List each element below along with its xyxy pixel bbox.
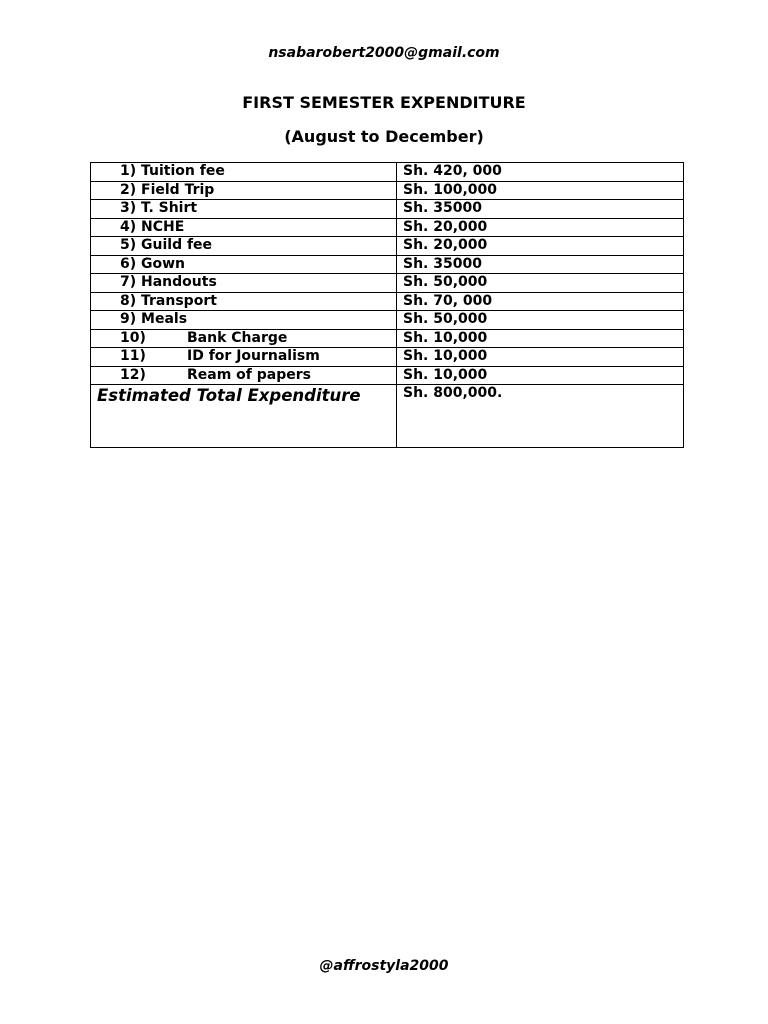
table-row [91,274,684,293]
amount-cell: Sh. 20,000 [397,218,684,237]
total-row [91,385,684,448]
amount-cell: Sh. 10,000 [397,329,684,348]
table-row [91,366,684,385]
item-number: 8) [120,292,137,309]
item-cell [91,200,397,219]
item-cell [91,181,397,200]
item-number: 4) [120,218,137,235]
item-label: Handouts [141,274,217,290]
item-label: Guild fee [141,237,213,253]
item-label: Meals [141,311,188,327]
expenditure-table [90,162,684,448]
item-label: Field Trip [141,181,215,198]
item-number: 3) [120,200,137,216]
total-label: Estimated Total Expenditure [91,385,397,448]
amount-cell: Sh. 70, 000 [397,292,684,311]
item-label: Gown [141,255,186,272]
table-row [91,218,684,237]
item-label: T. Shirt [141,200,198,216]
item-cell [91,311,397,330]
table-row [91,200,684,219]
author-email: nsabarobert2000@gmail.com [268,45,500,61]
amount-cell: Sh. 50,000 [397,311,684,330]
item-number: 7) [120,274,137,290]
table-row [91,255,684,274]
amount-cell: Sh. 100,000 [397,181,684,200]
item-cell [91,348,397,367]
item-number: 10) [120,329,146,346]
item-label: Ream of papers [187,366,311,383]
item-label: Bank Charge [187,329,288,346]
item-cell [91,255,397,274]
item-number: 9) [120,311,137,327]
total-amount: Sh. 800,000. [397,385,684,448]
table-row [91,348,684,367]
table-row [91,237,684,256]
item-number: 12) [120,366,146,383]
amount-cell: Sh. 35000 [397,255,684,274]
item-number: 1) [120,163,137,179]
item-cell [91,163,397,182]
amount-cell: Sh. 35000 [397,200,684,219]
item-number: 2) [120,181,137,198]
item-label: Transport [141,292,217,309]
item-cell [91,218,397,237]
table-row [91,292,684,311]
amount-cell: Sh. 10,000 [397,348,684,367]
amount-cell: Sh. 420, 000 [397,163,684,182]
footer-handle: @affrostyla2000 [319,958,449,974]
item-label: NCHE [141,218,185,235]
table-row [91,311,684,330]
item-cell [91,366,397,385]
table-row [91,181,684,200]
item-number: 5) [120,237,137,253]
item-cell [91,292,397,311]
table-row [91,329,684,348]
amount-cell: Sh. 50,000 [397,274,684,293]
item-cell [91,237,397,256]
page-subtitle: (August to December) [284,127,484,146]
item-number: 11) [120,348,146,364]
item-number: 6) [120,255,137,272]
page-title: FIRST SEMESTER EXPENDITURE [242,93,526,112]
item-label: Tuition fee [141,163,225,179]
item-label: ID for Journalism [187,348,320,364]
table-row [91,163,684,182]
item-cell [91,329,397,348]
amount-cell: Sh. 10,000 [397,366,684,385]
item-cell [91,274,397,293]
amount-cell: Sh. 20,000 [397,237,684,256]
